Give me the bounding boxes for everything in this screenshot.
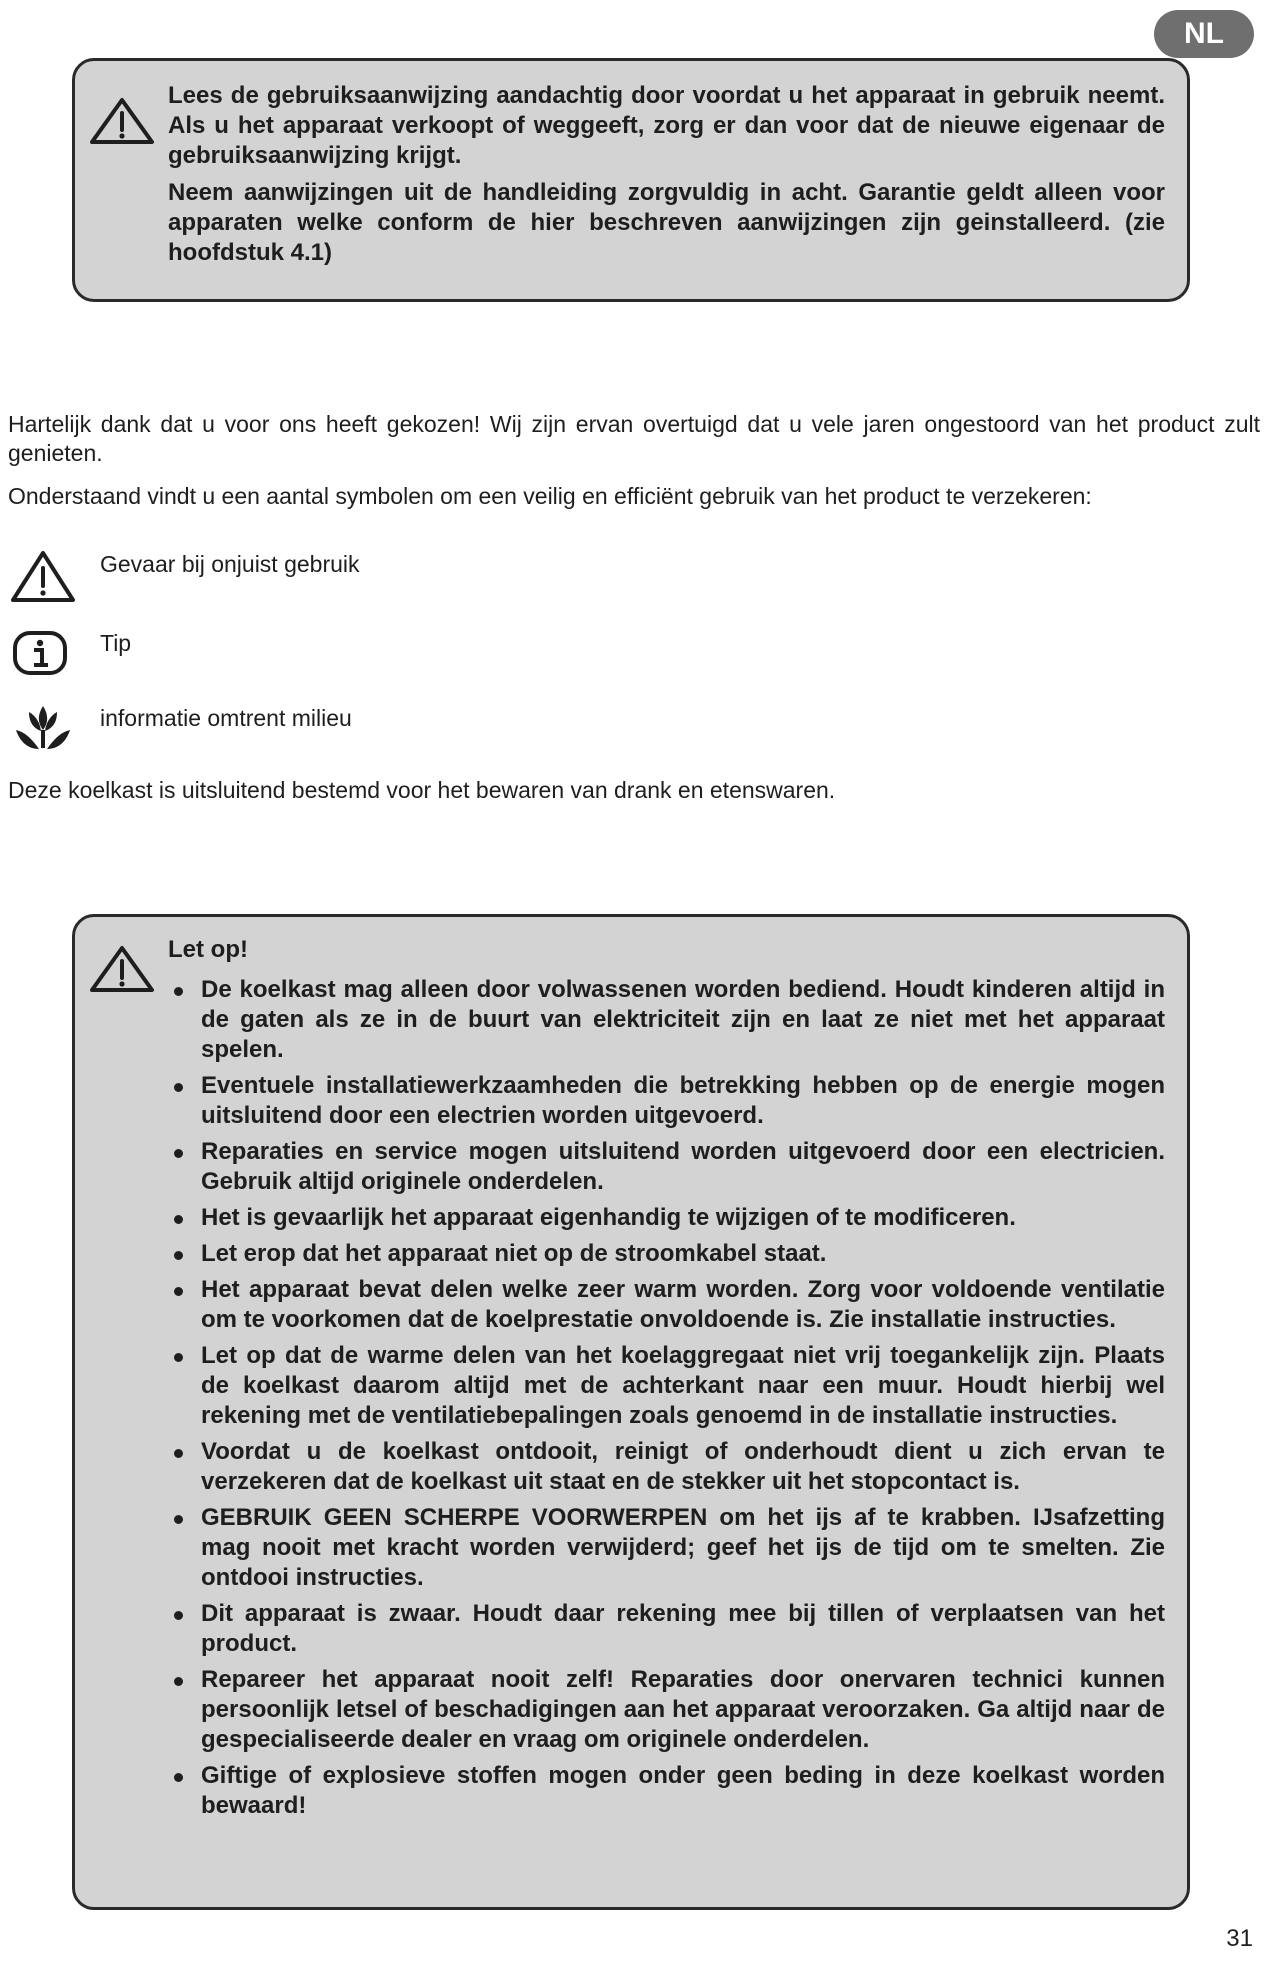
symbol-tip	[10, 624, 710, 684]
warning-triangle-icon	[10, 548, 76, 604]
warning-list	[168, 975, 1165, 1821]
warning-triangle-icon	[89, 945, 155, 993]
page-number: 31	[1226, 1925, 1253, 1952]
notice-box	[72, 58, 1190, 302]
warning-item: Giftige of explosieve stoffen mogen onder geen beding in deze koelkast worden bewaard!	[168, 1761, 1165, 1821]
symbols-intro: Onderstaand vindt u een aantal symbolen om een veilig en efficiënt gebruik van het product te verzekeren:	[8, 483, 1092, 509]
warning-item: Reparaties en service mogen uitsluitend worden uitgevoerd door een electricien. Gebruik altijd originele onderdelen.	[168, 1137, 1165, 1197]
symbol-tip-label: Tip	[100, 630, 132, 656]
warning-item: Eventuele installatiewerkzaamheden die betrekking hebben op de energie mogen uitsluitend door een electrien worden uitgevoerd.	[168, 1071, 1165, 1131]
symbol-environment-label: informatie omtrent milieu	[100, 705, 352, 731]
warning-text	[168, 935, 1165, 1827]
warning-item: Let op dat de warme delen van het koelaggregaat niet vrij toegankelijk zijn. Plaats de koelkast daarom altijd met de achterkant naar een muur. Houdt hierbij wel rekening met de ventilatiebepalingen zoals genoemd in de installatie instructies.	[168, 1341, 1165, 1431]
warning-item: De koelkast mag alleen door volwassenen worden bediend. Houdt kinderen altijd in de gaten als ze in de buurt van elektriciteit zijn en laat ze niet met het apparaat spelen.	[168, 975, 1165, 1065]
symbol-environment	[10, 700, 710, 760]
notice-text	[168, 81, 1165, 275]
language-badge: NL	[1154, 10, 1254, 58]
symbol-danger-label: Gevaar bij onjuist gebruik	[100, 551, 360, 577]
warning-item: GEBRUIK GEEN SCHERPE VOORWERPEN om het ijs af te krabben. IJsafzetting mag nooit met kracht worden verwijderd; geef het ijs de tijd om te smelten. Zie ontdooi instructies.	[168, 1503, 1165, 1593]
warning-item: Het is gevaarlijk het apparaat eigenhandig te wijzigen of te modificeren.	[168, 1203, 1165, 1233]
symbol-danger	[10, 548, 710, 608]
notice-paragraph: Neem aanwijzingen uit de handleiding zorgvuldig in acht. Garantie geldt alleen voor apparaten welke conform de hier beschreven aanwijzingen zijn geinstalleerd. (zie hoofdstuk 4.1)	[168, 179, 1165, 266]
notice-paragraph: Lees de gebruiksaanwijzing aandachtig door voordat u het apparaat in gebruik neemt. Als u het apparaat verkoopt of weggeeft, zorg er dan voor dat de nieuwe eigenaar de gebruiksaanwijzing krijgt.	[168, 82, 1165, 169]
purpose-statement: Deze koelkast is uitsluitend bestemd voor het bewaren van drank en etenswaren.	[8, 777, 836, 803]
warning-title: Let op!	[168, 936, 248, 963]
warning-item: Dit apparaat is zwaar. Houdt daar rekening mee bij tillen of verplaatsen van het product.	[168, 1599, 1165, 1659]
warning-item: Let erop dat het apparaat niet op de stroomkabel staat.	[168, 1239, 1165, 1269]
thanks-paragraph: Hartelijk dank dat u voor ons heeft gekozen! Wij zijn ervan overtuigd dat u vele jaren ongestoord van het product zult genieten.	[8, 411, 1260, 466]
info-icon	[10, 624, 76, 680]
flower-icon	[10, 700, 76, 756]
warning-item: Het apparaat bevat delen welke zeer warm worden. Zorg voor voldoende ventilatie om te voorkomen dat de koelprestatie onvoldoende is. Zie installatie instructies.	[168, 1275, 1165, 1335]
warning-item: Repareer het apparaat nooit zelf! Reparaties door onervaren technici kunnen persoonlijk letsel of beschadigingen aan het apparaat veroorzaken. Ga altijd naar de gespecialiseerde dealer en vraag om originele onderdelen.	[168, 1665, 1165, 1755]
warning-item: Voordat u de koelkast ontdooit, reinigt of onderhoudt dient u zich ervan te verzekeren dat de koelkast uit staat en de stekker uit het stopcontact is.	[168, 1437, 1165, 1497]
warning-triangle-icon	[89, 97, 155, 145]
warning-box	[72, 914, 1190, 1910]
